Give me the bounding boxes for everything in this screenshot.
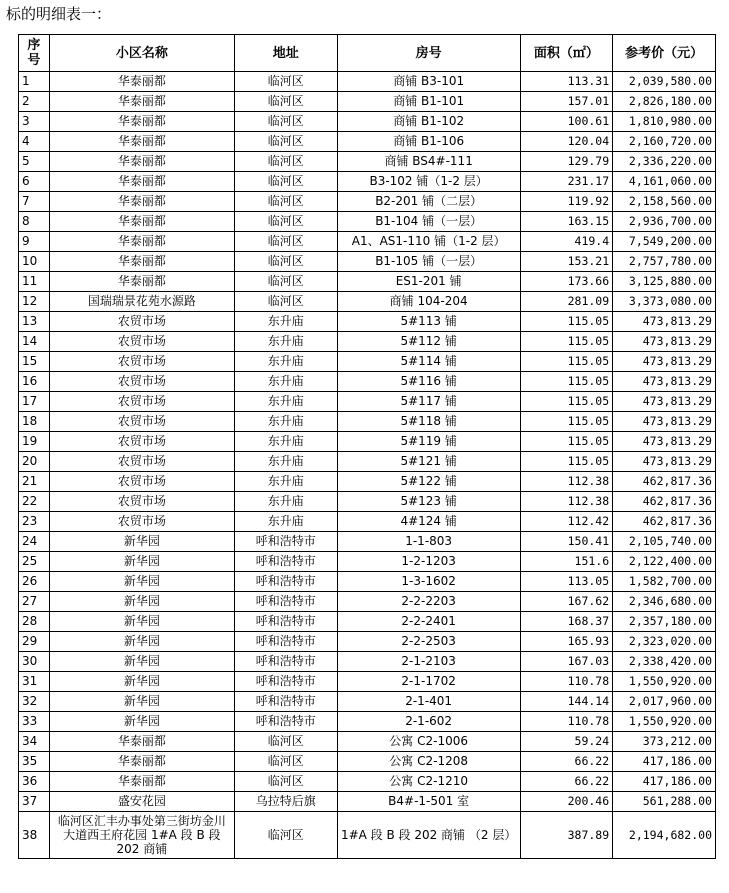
row-reference-price: 2,346,680.00 xyxy=(613,592,716,612)
row-community-name: 农贸市场 xyxy=(49,412,234,432)
row-reference-price: 2,338,420.00 xyxy=(613,652,716,672)
row-address: 临河区 xyxy=(234,112,337,132)
row-address: 呼和浩特市 xyxy=(234,652,337,672)
row-address: 东升庙 xyxy=(234,412,337,432)
row-community-name: 农贸市场 xyxy=(49,512,234,532)
row-room-number: B3-102 铺（1-2 层） xyxy=(337,172,520,192)
table-row xyxy=(19,412,716,432)
row-reference-price: 473,813.29 xyxy=(613,412,716,432)
table-row xyxy=(19,772,716,792)
row-community-name: 华泰丽都 xyxy=(49,172,234,192)
row-room-number: 公寓 C2-1006 xyxy=(337,732,520,752)
row-reference-price: 2,122,400.00 xyxy=(613,552,716,572)
table-row xyxy=(19,512,716,532)
table-row xyxy=(19,572,716,592)
row-room-number: 商铺 BS4#-111 xyxy=(337,152,520,172)
table-row xyxy=(19,172,716,192)
row-index: 18 xyxy=(19,412,50,432)
row-community-name: 农贸市场 xyxy=(49,432,234,452)
row-index: 31 xyxy=(19,672,50,692)
row-room-number: 5#112 铺 xyxy=(337,332,520,352)
row-room-number: 5#113 铺 xyxy=(337,312,520,332)
row-address: 临河区 xyxy=(234,272,337,292)
row-address: 临河区 xyxy=(234,212,337,232)
row-address: 临河区 xyxy=(234,292,337,312)
row-community-name: 新华园 xyxy=(49,592,234,612)
table-header-row xyxy=(19,35,716,72)
row-room-number: 2-1-401 xyxy=(337,692,520,712)
row-reference-price: 417,186.00 xyxy=(613,752,716,772)
row-area: 167.03 xyxy=(520,652,613,672)
row-community-name: 华泰丽都 xyxy=(49,732,234,752)
row-address: 临河区 xyxy=(234,192,337,212)
row-room-number: 2-2-2203 xyxy=(337,592,520,612)
row-room-number: 1#A 段 B 段 202 商铺 （2 层） xyxy=(337,812,520,859)
table-row xyxy=(19,812,716,859)
row-index: 14 xyxy=(19,332,50,352)
row-index: 9 xyxy=(19,232,50,252)
row-index: 34 xyxy=(19,732,50,752)
row-area: 100.61 xyxy=(520,112,613,132)
table-row xyxy=(19,532,716,552)
row-index: 13 xyxy=(19,312,50,332)
row-community-name: 华泰丽都 xyxy=(49,252,234,272)
row-address: 临河区 xyxy=(234,152,337,172)
row-address: 临河区 xyxy=(234,232,337,252)
row-address: 呼和浩特市 xyxy=(234,712,337,732)
table-row xyxy=(19,192,716,212)
row-area: 115.05 xyxy=(520,412,613,432)
row-community-name: 新华园 xyxy=(49,692,234,712)
row-area: 115.05 xyxy=(520,432,613,452)
row-community-name: 农贸市场 xyxy=(49,452,234,472)
row-room-number: 2-1-1702 xyxy=(337,672,520,692)
row-address: 临河区 xyxy=(234,732,337,752)
row-community-name: 农贸市场 xyxy=(49,372,234,392)
row-index: 10 xyxy=(19,252,50,272)
row-address: 东升庙 xyxy=(234,312,337,332)
row-reference-price: 1,550,920.00 xyxy=(613,712,716,732)
row-index: 15 xyxy=(19,352,50,372)
row-reference-price: 2,757,780.00 xyxy=(613,252,716,272)
row-room-number: 商铺 B1-101 xyxy=(337,92,520,112)
row-room-number: 2-2-2503 xyxy=(337,632,520,652)
row-community-name: 华泰丽都 xyxy=(49,152,234,172)
row-room-number: 2-1-602 xyxy=(337,712,520,732)
row-index: 37 xyxy=(19,792,50,812)
table-row xyxy=(19,752,716,772)
header-price: 参考价（元） xyxy=(613,35,716,72)
row-area: 115.05 xyxy=(520,392,613,412)
row-reference-price: 4,161,060.00 xyxy=(613,172,716,192)
row-community-name: 华泰丽都 xyxy=(49,772,234,792)
row-address: 呼和浩特市 xyxy=(234,592,337,612)
row-index: 1 xyxy=(19,72,50,92)
row-room-number: 5#121 铺 xyxy=(337,452,520,472)
row-room-number: 公寓 C2-1208 xyxy=(337,752,520,772)
row-reference-price: 473,813.29 xyxy=(613,432,716,452)
row-area: 419.4 xyxy=(520,232,613,252)
row-area: 115.05 xyxy=(520,352,613,372)
header-index: 序号 xyxy=(19,35,50,72)
row-room-number: 1-1-803 xyxy=(337,532,520,552)
row-community-name: 华泰丽都 xyxy=(49,752,234,772)
row-room-number: 2-1-2103 xyxy=(337,652,520,672)
row-community-name: 农贸市场 xyxy=(49,392,234,412)
row-community-name: 新华园 xyxy=(49,712,234,732)
header-area: 面积（㎡） xyxy=(520,35,613,72)
row-address: 呼和浩特市 xyxy=(234,532,337,552)
row-area: 153.21 xyxy=(520,252,613,272)
row-community-name: 农贸市场 xyxy=(49,352,234,372)
row-index: 4 xyxy=(19,132,50,152)
row-area: 112.38 xyxy=(520,492,613,512)
row-reference-price: 2,194,682.00 xyxy=(613,812,716,859)
table-row xyxy=(19,472,716,492)
table-row xyxy=(19,152,716,172)
row-index: 8 xyxy=(19,212,50,232)
row-index: 24 xyxy=(19,532,50,552)
row-reference-price: 2,158,560.00 xyxy=(613,192,716,212)
row-room-number: 5#119 铺 xyxy=(337,432,520,452)
row-address: 东升庙 xyxy=(234,332,337,352)
row-reference-price: 462,817.36 xyxy=(613,492,716,512)
row-room-number: 5#122 铺 xyxy=(337,472,520,492)
row-area: 165.93 xyxy=(520,632,613,652)
row-address: 东升庙 xyxy=(234,372,337,392)
row-area: 151.6 xyxy=(520,552,613,572)
row-area: 59.24 xyxy=(520,732,613,752)
row-reference-price: 473,813.29 xyxy=(613,312,716,332)
row-room-number: 5#123 铺 xyxy=(337,492,520,512)
row-reference-price: 3,373,080.00 xyxy=(613,292,716,312)
row-area: 112.38 xyxy=(520,472,613,492)
row-room-number: B1-104 铺（一层） xyxy=(337,212,520,232)
row-reference-price: 2,323,020.00 xyxy=(613,632,716,652)
table-row xyxy=(19,792,716,812)
row-index: 6 xyxy=(19,172,50,192)
table-caption: 标的明细表一： xyxy=(6,5,112,23)
row-area: 115.05 xyxy=(520,332,613,352)
table-row xyxy=(19,452,716,472)
row-address: 临河区 xyxy=(234,172,337,192)
row-address: 呼和浩特市 xyxy=(234,572,337,592)
row-reference-price: 462,817.36 xyxy=(613,512,716,532)
row-address: 东升庙 xyxy=(234,512,337,532)
row-community-name: 华泰丽都 xyxy=(49,232,234,252)
row-reference-price: 462,817.36 xyxy=(613,472,716,492)
row-community-name: 华泰丽都 xyxy=(49,272,234,292)
table-row xyxy=(19,592,716,612)
row-room-number: A1、AS1-110 铺（1-2 层） xyxy=(337,232,520,252)
row-index: 23 xyxy=(19,512,50,532)
table-row xyxy=(19,92,716,112)
row-area: 168.37 xyxy=(520,612,613,632)
row-address: 临河区 xyxy=(234,252,337,272)
table-row xyxy=(19,252,716,272)
row-community-name: 新华园 xyxy=(49,532,234,552)
row-community-name: 华泰丽都 xyxy=(49,132,234,152)
row-area: 387.89 xyxy=(520,812,613,859)
row-reference-price: 473,813.29 xyxy=(613,352,716,372)
row-index: 20 xyxy=(19,452,50,472)
row-address: 呼和浩特市 xyxy=(234,612,337,632)
row-address: 临河区 xyxy=(234,752,337,772)
table-body xyxy=(19,72,716,859)
row-room-number: 5#114 铺 xyxy=(337,352,520,372)
row-index: 3 xyxy=(19,112,50,132)
row-address: 呼和浩特市 xyxy=(234,692,337,712)
table-row xyxy=(19,212,716,232)
table-row xyxy=(19,132,716,152)
row-community-name: 华泰丽都 xyxy=(49,112,234,132)
row-area: 231.17 xyxy=(520,172,613,192)
row-room-number: 2-2-2401 xyxy=(337,612,520,632)
table-row xyxy=(19,612,716,632)
row-reference-price: 2,017,960.00 xyxy=(613,692,716,712)
row-room-number: 商铺 B1-106 xyxy=(337,132,520,152)
row-room-number: 商铺 B1-102 xyxy=(337,112,520,132)
row-area: 66.22 xyxy=(520,752,613,772)
row-reference-price: 2,105,740.00 xyxy=(613,532,716,552)
row-area: 113.31 xyxy=(520,72,613,92)
header-name: 小区名称 xyxy=(49,35,234,72)
row-community-name: 新华园 xyxy=(49,632,234,652)
row-address: 临河区 xyxy=(234,132,337,152)
row-address: 呼和浩特市 xyxy=(234,632,337,652)
row-address: 东升庙 xyxy=(234,472,337,492)
row-area: 66.22 xyxy=(520,772,613,792)
row-reference-price: 7,549,200.00 xyxy=(613,232,716,252)
row-index: 29 xyxy=(19,632,50,652)
row-index: 16 xyxy=(19,372,50,392)
row-community-name: 新华园 xyxy=(49,552,234,572)
row-address: 呼和浩特市 xyxy=(234,672,337,692)
row-community-name: 新华园 xyxy=(49,612,234,632)
table-row xyxy=(19,732,716,752)
row-room-number: 5#116 铺 xyxy=(337,372,520,392)
table-row xyxy=(19,632,716,652)
table-row xyxy=(19,652,716,672)
table-row xyxy=(19,72,716,92)
row-area: 119.92 xyxy=(520,192,613,212)
row-index: 35 xyxy=(19,752,50,772)
row-reference-price: 473,813.29 xyxy=(613,372,716,392)
row-area: 115.05 xyxy=(520,312,613,332)
row-area: 115.05 xyxy=(520,452,613,472)
row-area: 144.14 xyxy=(520,692,613,712)
row-index: 26 xyxy=(19,572,50,592)
row-community-name: 农贸市场 xyxy=(49,332,234,352)
row-area: 173.66 xyxy=(520,272,613,292)
table-row xyxy=(19,712,716,732)
row-room-number: 商铺 104-204 xyxy=(337,292,520,312)
row-index: 22 xyxy=(19,492,50,512)
row-community-name: 华泰丽都 xyxy=(49,192,234,212)
property-detail-table xyxy=(18,34,716,859)
table-row xyxy=(19,292,716,312)
row-room-number: 公寓 C2-1210 xyxy=(337,772,520,792)
row-reference-price: 473,813.29 xyxy=(613,452,716,472)
row-index: 32 xyxy=(19,692,50,712)
row-room-number: B1-105 铺（一层） xyxy=(337,252,520,272)
row-area: 110.78 xyxy=(520,672,613,692)
row-area: 167.62 xyxy=(520,592,613,612)
row-room-number: 商铺 B3-101 xyxy=(337,72,520,92)
row-address: 临河区 xyxy=(234,772,337,792)
row-address: 临河区 xyxy=(234,92,337,112)
row-area: 129.79 xyxy=(520,152,613,172)
table-row xyxy=(19,372,716,392)
row-area: 163.15 xyxy=(520,212,613,232)
row-index: 28 xyxy=(19,612,50,632)
row-reference-price: 1,550,920.00 xyxy=(613,672,716,692)
row-index: 7 xyxy=(19,192,50,212)
row-community-name: 农贸市场 xyxy=(49,312,234,332)
row-index: 11 xyxy=(19,272,50,292)
header-room: 房号 xyxy=(337,35,520,72)
row-community-name: 华泰丽都 xyxy=(49,212,234,232)
row-address: 东升庙 xyxy=(234,492,337,512)
row-community-name: 盛安花园 xyxy=(49,792,234,812)
row-address: 临河区 xyxy=(234,72,337,92)
table-row xyxy=(19,312,716,332)
row-reference-price: 2,160,720.00 xyxy=(613,132,716,152)
table-row xyxy=(19,352,716,372)
row-index: 21 xyxy=(19,472,50,492)
row-address: 东升庙 xyxy=(234,452,337,472)
row-reference-price: 1,582,700.00 xyxy=(613,572,716,592)
row-index: 25 xyxy=(19,552,50,572)
row-area: 120.04 xyxy=(520,132,613,152)
row-reference-price: 1,810,980.00 xyxy=(613,112,716,132)
row-index: 27 xyxy=(19,592,50,612)
row-community-name: 国瑞瑞景花苑水源路 xyxy=(49,292,234,312)
row-area: 113.05 xyxy=(520,572,613,592)
row-index: 17 xyxy=(19,392,50,412)
table-row xyxy=(19,112,716,132)
row-address: 东升庙 xyxy=(234,352,337,372)
row-area: 110.78 xyxy=(520,712,613,732)
row-reference-price: 417,186.00 xyxy=(613,772,716,792)
row-reference-price: 473,813.29 xyxy=(613,332,716,352)
row-address: 东升庙 xyxy=(234,392,337,412)
row-area: 112.42 xyxy=(520,512,613,532)
row-index: 5 xyxy=(19,152,50,172)
row-area: 157.01 xyxy=(520,92,613,112)
row-community-name: 农贸市场 xyxy=(49,492,234,512)
row-reference-price: 2,039,580.00 xyxy=(613,72,716,92)
table-row xyxy=(19,672,716,692)
row-index: 33 xyxy=(19,712,50,732)
row-reference-price: 2,826,180.00 xyxy=(613,92,716,112)
row-address: 临河区 xyxy=(234,812,337,859)
table-row xyxy=(19,392,716,412)
row-index: 12 xyxy=(19,292,50,312)
row-room-number: 4#124 铺 xyxy=(337,512,520,532)
row-room-number: 5#117 铺 xyxy=(337,392,520,412)
row-area: 115.05 xyxy=(520,372,613,392)
row-area: 150.41 xyxy=(520,532,613,552)
row-index: 30 xyxy=(19,652,50,672)
row-reference-price: 3,125,880.00 xyxy=(613,272,716,292)
row-room-number: 5#118 铺 xyxy=(337,412,520,432)
row-room-number: ES1-201 铺 xyxy=(337,272,520,292)
row-reference-price: 2,336,220.00 xyxy=(613,152,716,172)
row-community-name: 华泰丽都 xyxy=(49,72,234,92)
row-address: 东升庙 xyxy=(234,432,337,452)
row-room-number: 1-3-1602 xyxy=(337,572,520,592)
table-row xyxy=(19,432,716,452)
row-room-number: 1-2-1203 xyxy=(337,552,520,572)
row-index: 38 xyxy=(19,812,50,859)
row-address: 乌拉特后旗 xyxy=(234,792,337,812)
row-reference-price: 2,357,180.00 xyxy=(613,612,716,632)
table-row xyxy=(19,272,716,292)
row-area: 281.09 xyxy=(520,292,613,312)
row-community-name: 新华园 xyxy=(49,652,234,672)
table-row xyxy=(19,332,716,352)
row-reference-price: 2,936,700.00 xyxy=(613,212,716,232)
row-community-name: 新华园 xyxy=(49,672,234,692)
header-address: 地址 xyxy=(234,35,337,72)
row-community-name: 新华园 xyxy=(49,572,234,592)
table-row xyxy=(19,552,716,572)
row-room-number: B4#-1-501 室 xyxy=(337,792,520,812)
row-address: 呼和浩特市 xyxy=(234,552,337,572)
row-community-name: 华泰丽都 xyxy=(49,92,234,112)
row-index: 2 xyxy=(19,92,50,112)
row-index: 36 xyxy=(19,772,50,792)
row-reference-price: 373,212.00 xyxy=(613,732,716,752)
row-room-number: B2-201 铺（二层） xyxy=(337,192,520,212)
row-community-name: 农贸市场 xyxy=(49,472,234,492)
row-reference-price: 561,288.00 xyxy=(613,792,716,812)
table-row xyxy=(19,492,716,512)
row-reference-price: 473,813.29 xyxy=(613,392,716,412)
table-row xyxy=(19,692,716,712)
row-community-name: 临河区汇丰办事处第三街坊金川大道西王府花园 1#A 段 B 段 202 商铺 xyxy=(49,812,234,859)
row-index: 19 xyxy=(19,432,50,452)
table-row xyxy=(19,232,716,252)
row-area: 200.46 xyxy=(520,792,613,812)
